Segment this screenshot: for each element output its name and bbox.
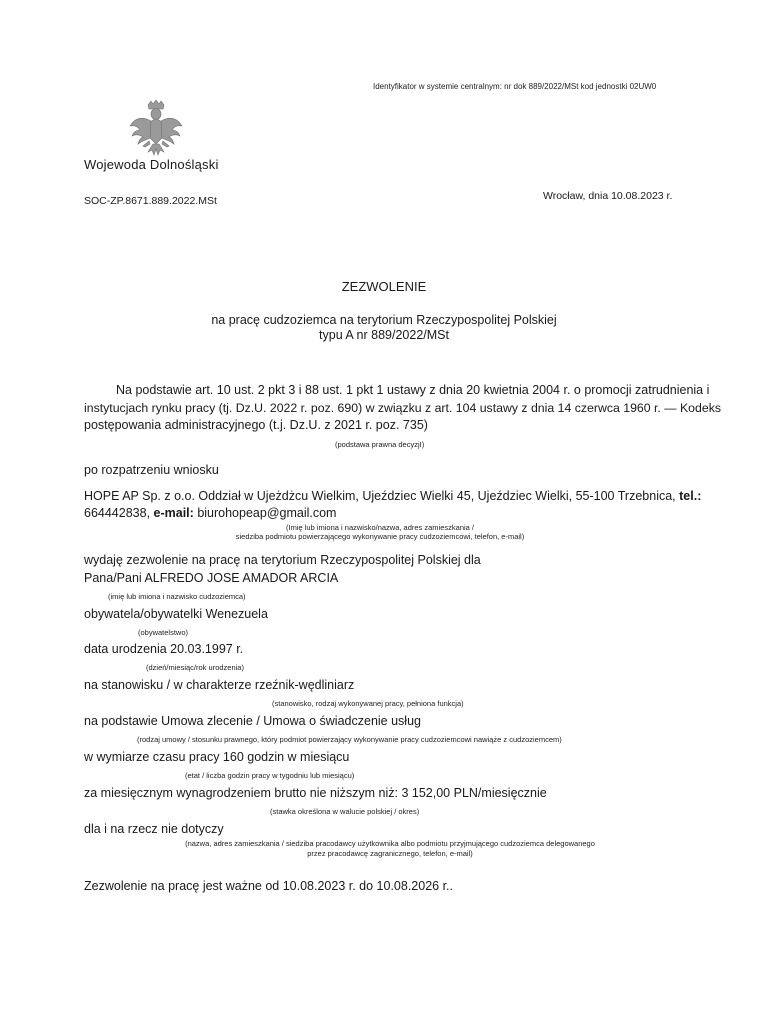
legal-basis-line-3: postępowania administracyjnego (t.j. Dz.U. z 2021 r. poz. 735): [84, 418, 428, 432]
working-hours-caption: (etat / liczba godzin pracy w tygodniu lub miesiącu): [185, 771, 355, 780]
foreigner-name-caption: (imię lub imiona i nazwisko cudzoziemca): [108, 592, 246, 601]
document-type-number: typu A nr 889/2022/MSt: [319, 328, 449, 342]
document-subtitle: na pracę cudzoziemca na terytorium Rzeczypospolitej Polskiej: [211, 313, 557, 327]
place-and-date: Wrocław, dnia 10.08.2023 r.: [543, 190, 673, 202]
contract-type: na podstawie Umowa zlecenie / Umowa o świadczenie usług: [84, 714, 421, 728]
birth-date: data urodzenia 20.03.1997 r.: [84, 642, 244, 656]
salary: za miesięcznym wynagrodzeniem brutto nie niższym niż: 3 152,00 PLN/miesięcznie: [84, 786, 547, 800]
legal-basis-caption: (podstawa prawna decyzjI): [335, 440, 425, 449]
authority-name: Wojewoda Dolnośląski: [84, 157, 219, 172]
employer-name-address: HOPE AP Sp. z o.o. Oddział w Ujeżdżcu Wielkim, Ujeździec Wielki 45, Ujeździec Wielki, 55-100 Trzebnica,: [84, 489, 676, 503]
central-identifier: Identyfikator w systemie centralnym: nr dok 889/2022/MSt kod jednostki 02UW0: [373, 82, 657, 91]
employer-phone: 664442838,: [84, 506, 151, 520]
foreigner-name: Pana/Pani ALFREDO JOSE AMADOR ARCIA: [84, 571, 339, 585]
position: na stanowisku / w charakterze rzeźnik-wędliniarz: [84, 678, 355, 692]
document-title: ZEZWOLENIE: [341, 279, 427, 294]
application-label: po rozpatrzeniu wniosku: [84, 463, 219, 477]
contract-type-caption: (rodzaj umowy / stosunku prawnego, który podmiot powierzający wykonywanie pracy cudzoziemcowi nawiąże z cudzoziemcem): [137, 735, 562, 744]
employer-caption-1: (Imię lub imiona i nazwisko/nazwa, adres zamieszkania /: [286, 523, 474, 532]
employer-caption-2: siedziba podmiotu powierzającego wykonywanie pracy cudzoziemcowi, telefon, e-mail): [235, 532, 525, 541]
for-whom: dla i na rzecz nie dotyczy: [84, 822, 224, 836]
employer-email: biurohopeap@gmail.com: [197, 506, 337, 520]
validity-period: Zezwolenie na pracę jest ważne od 10.08.2023 r. do 10.08.2026 r..: [84, 879, 454, 893]
permit-statement: wydaję zezwolenie na pracę na terytorium Rzeczypospolitej Polskiej dla: [84, 553, 481, 567]
employer-contact: [84, 506, 336, 520]
citizenship: obywatela/obywatelki Wenezuela: [84, 607, 268, 621]
reference-number: SOC-ZP.8671.889.2022.MSt: [84, 195, 217, 207]
email-label: e-mail:: [153, 506, 194, 520]
birth-date-caption: (dzień/miesiąc/rok urodzenia): [146, 663, 244, 672]
working-hours: w wymiarze czasu pracy 160 godzin w miesiącu: [84, 750, 350, 764]
position-caption: (stanowisko, rodzaj wykonywanej pracy, pełniona funkcja): [272, 699, 464, 708]
citizenship-caption: (obywatelstwo): [138, 628, 189, 637]
for-whom-caption-2: przez pracodawcę zagranicznego, telefon, e-mail): [307, 849, 473, 858]
tel-label: tel.:: [679, 489, 702, 503]
legal-basis-line-1: Na podstawie art. 10 ust. 2 pkt 3 i 88 ust. 1 pkt 1 ustawy z dnia 20 kwietnia 2004 r. o promocji zatrudnienia i: [116, 383, 710, 397]
legal-basis-line-2: instytucjach rynku pracy (tj. Dz.U. 2022 r. poz. 690) w związku z art. 104 ustawy z dnia 14 czerwca 1960 r. — Kodeks: [84, 401, 721, 415]
employer-details: [84, 489, 701, 503]
eagle-emblem-icon: [126, 100, 186, 158]
salary-caption: (stawka określona w walucie polskiej / okres): [270, 807, 420, 816]
for-whom-caption-1: (nazwa, adres zamieszkania / siedziba pracodawcy użytkownika albo podmiotu przyjmującego cudzoziemca delegowanego: [185, 839, 595, 848]
